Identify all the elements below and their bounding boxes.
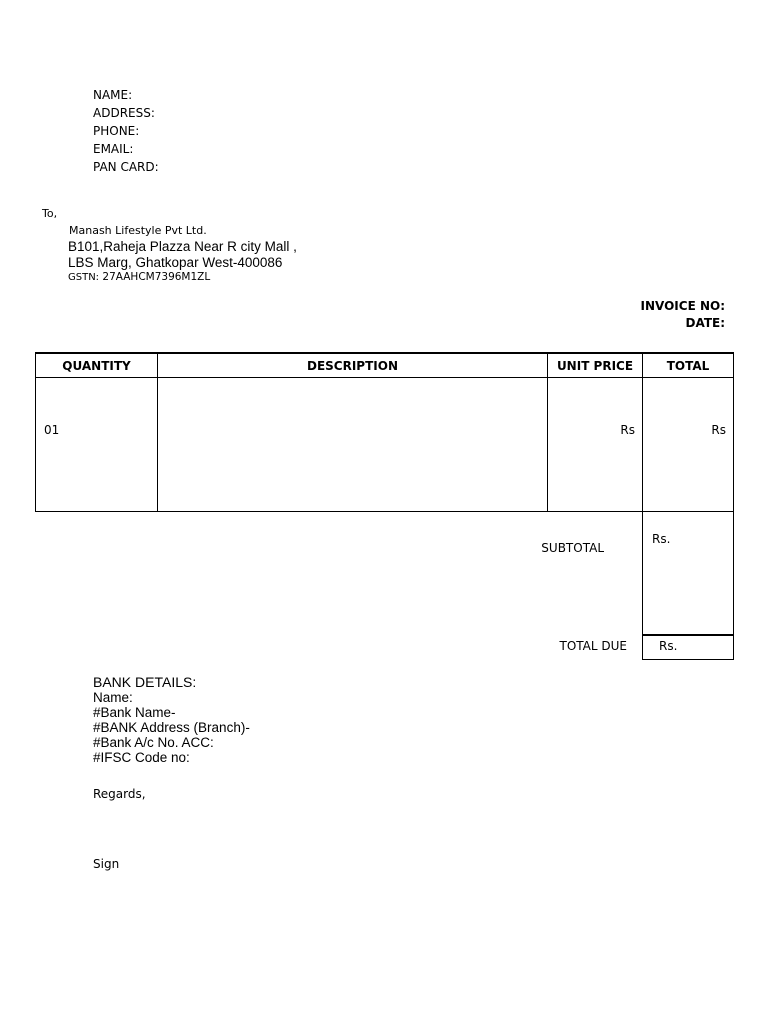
- to-label: To,: [42, 207, 58, 220]
- bank-address: #BANK Address (Branch)-: [93, 720, 250, 735]
- unit-price-header: UNIT PRICE: [548, 353, 643, 378]
- total-due-label: TOTAL DUE: [559, 639, 627, 653]
- row-unit-price: Rs: [620, 423, 635, 437]
- bank-name-line: Name:: [93, 690, 133, 705]
- subtotal-label: SUBTOTAL: [541, 541, 604, 555]
- table-row: [36, 378, 734, 512]
- row-total: Rs: [711, 423, 726, 437]
- row-description: [158, 378, 547, 423]
- items-table: [35, 352, 734, 512]
- subtotal-box: [642, 510, 734, 635]
- recipient-address-line1: B101,Raheja Plazza Near R city Mall ,: [68, 239, 297, 254]
- recipient-address-line2: LBS Marg, Ghatkopar West-400086: [68, 255, 283, 270]
- invoice-no-label: INVOICE NO:: [640, 299, 725, 313]
- bank-title: BANK DETAILS:: [93, 674, 197, 690]
- sender-phone-label: PHONE:: [93, 124, 140, 138]
- total-due-value: Rs.: [659, 639, 678, 653]
- date-label: DATE:: [685, 316, 725, 330]
- bank-ifsc: #IFSC Code no:: [93, 750, 190, 765]
- recipient-gstn: [68, 271, 210, 283]
- sender-name-label: NAME:: [93, 88, 133, 102]
- bank-bank-name: #Bank Name-: [93, 705, 176, 720]
- quantity-header: QUANTITY: [36, 353, 158, 378]
- description-header: DESCRIPTION: [158, 353, 548, 378]
- row-quantity: 01: [44, 423, 60, 437]
- table-header-row: [36, 353, 734, 378]
- sign-text: Sign: [93, 857, 120, 871]
- row-description-cell: [158, 378, 548, 512]
- recipient-company: Manash Lifestyle Pvt Ltd.: [69, 224, 207, 237]
- total-header: TOTAL: [643, 353, 734, 378]
- sender-address-label: ADDRESS:: [93, 106, 155, 120]
- regards-text: Regards,: [93, 787, 146, 801]
- bank-account: #Bank A/c No. ACC:: [93, 735, 214, 750]
- sender-email-label: EMAIL:: [93, 142, 134, 156]
- subtotal-value: Rs.: [652, 532, 671, 546]
- total-due-box: [642, 635, 734, 660]
- sender-pan-label: PAN CARD:: [93, 160, 159, 174]
- gstn-value: 27AAHCM7396M1ZL: [102, 271, 211, 283]
- gstn-label: GSTN:: [68, 272, 100, 283]
- row-total-cell: [643, 378, 734, 512]
- row-quantity-cell: [36, 378, 158, 512]
- row-unit-price-cell: [548, 378, 643, 512]
